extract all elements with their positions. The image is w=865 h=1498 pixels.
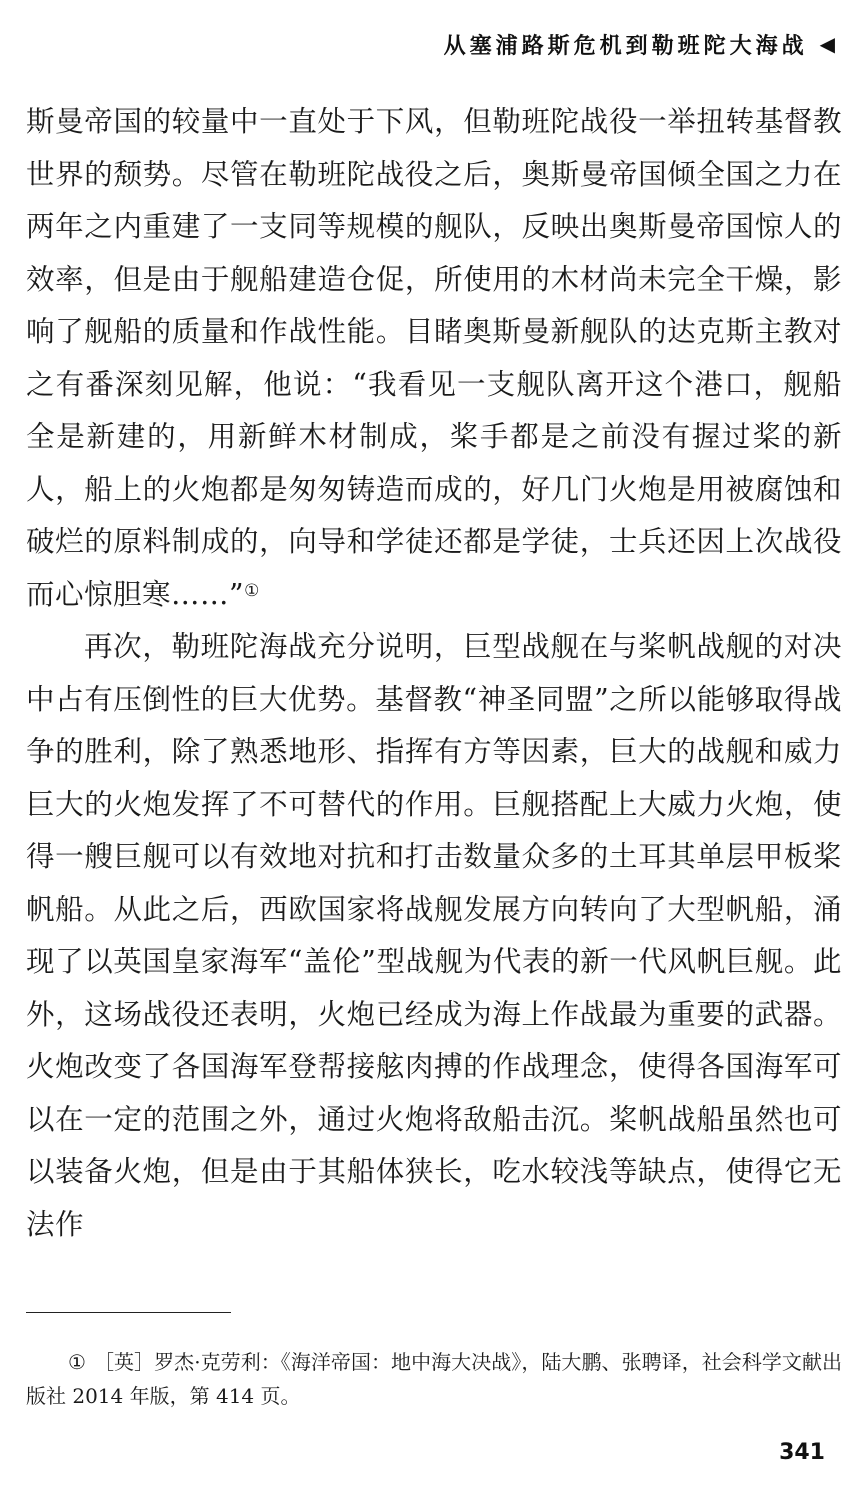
running-title: 从塞浦路斯危机到勒班陀大海战 <box>443 33 808 59</box>
paragraph <box>26 96 842 621</box>
footnote-divider <box>26 1312 231 1313</box>
running-header <box>444 24 835 64</box>
left-arrow-icon: ◀ <box>819 32 835 56</box>
footnote-text: ［英］罗杰·克劳利：《海洋帝国：地中海大决战》，陆大鹏、张聘译，社会科学文献出版社 2014 年版，第 414 页。 <box>26 1350 843 1408</box>
footnote-marker: ① <box>244 580 260 601</box>
body-text <box>26 96 842 1251</box>
paragraph <box>26 621 842 1251</box>
footnote <box>26 1345 842 1413</box>
paragraph-text: 再次，勒班陀海战充分说明，巨型战舰在与桨帆战舰的对决中占有压倒性的巨大优势。基督教“神圣同盟”之所以能够取得战争的胜利，除了熟悉地形、指挥有方等因素，巨大的战舰和威力巨大的火炮发挥了不可替代的作用。巨舰搭配上大威力火炮，使得一艘巨舰可以有效地对抗和打击数量众多的土耳其单层甲板桨帆船。从此之后，西欧国家将战舰发展方向转向了大型帆船，涌现了以英国皇家海军“盖伦”型战舰为代表的新一代风帆巨舰。此外，这场战役还表明，火炮已经成为海上作战最为重要的武器。火炮改变了各国海军登帮接舷肉搏的作战理念，使得各国海军可以在一定的范围之外，通过火炮将敌船击沉。桨帆战船虽然也可以装备火炮，但是由于其船体狭长，吃水较浅等缺点，使得它无法作 <box>26 630 842 1241</box>
paragraph-text: 斯曼帝国的较量中一直处于下风，但勒班陀战役一举扭转基督教世界的颓势。尽管在勒班陀战役之后，奥斯曼帝国倾全国之力在两年之内重建了一支同等规模的舰队，反映出奥斯曼帝国惊人的效率，但是由于舰船建造仓促，所使用的木材尚未完全干燥，影响了舰船的质量和作战性能。目睹奥斯曼新舰队的达克斯主教对之有番深刻见解，他说：“我看见一支舰队离开这个港口，舰船全是新建的，用新鲜木材制成，桨手都是之前没有握过桨的新人，船上的火炮都是匆匆铸造而成的，好几门火炮是用被腐蚀和破烂的原料制成的，向导和学徒还都是学徒，士兵还因上次战役而心惊胆寒……” <box>26 105 842 611</box>
footnote-number: ① <box>68 1350 86 1374</box>
page-number: 341 <box>779 1440 825 1465</box>
